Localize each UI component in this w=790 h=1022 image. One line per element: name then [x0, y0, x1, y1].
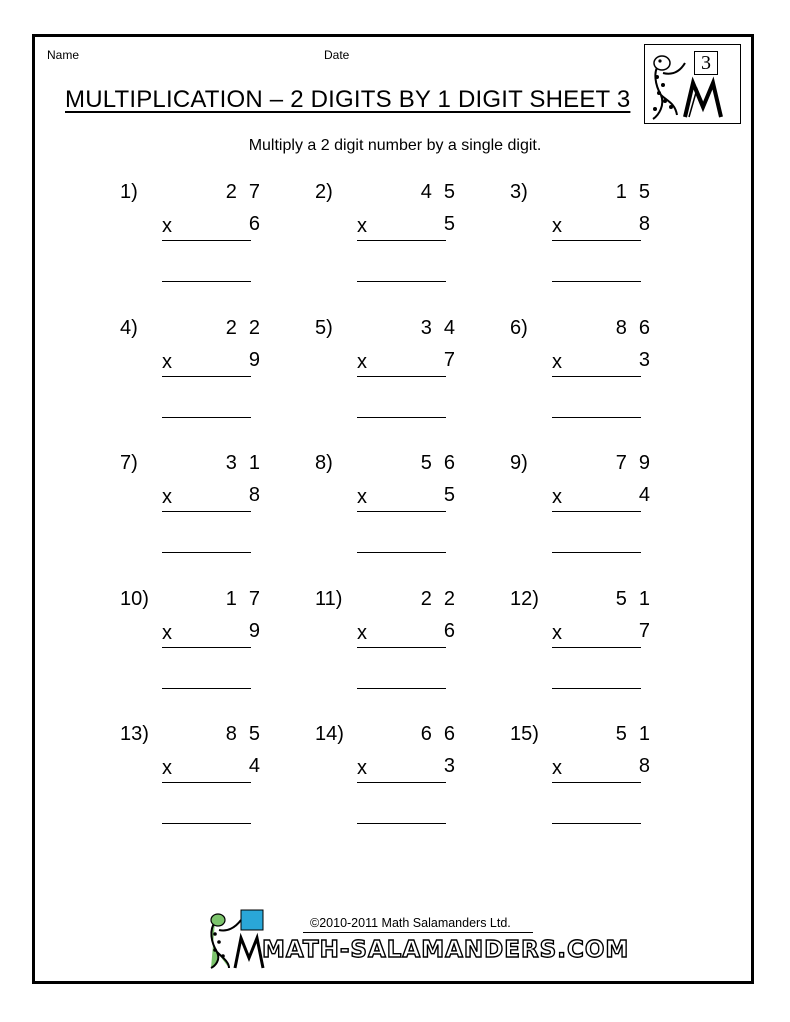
times-sign: x	[162, 486, 172, 508]
problem-number: 15)	[510, 723, 539, 745]
multiplier: 7	[638, 620, 650, 642]
date-label: Date	[324, 48, 350, 62]
times-sign: x	[552, 215, 562, 237]
problem-bar	[162, 782, 251, 783]
multiplicand: 51	[615, 588, 662, 610]
multiplier: 3	[443, 755, 455, 777]
multiplicand: 22	[225, 317, 272, 339]
multiplicand: 86	[615, 317, 662, 339]
problem-5	[315, 317, 475, 417]
multiplier: 6	[248, 213, 260, 235]
salamander-logo	[644, 44, 741, 124]
multiplier: 9	[248, 620, 260, 642]
problem-number: 14)	[315, 723, 344, 745]
multiplicand: 31	[225, 452, 272, 474]
problem-3	[510, 181, 670, 281]
answer-line[interactable]	[162, 281, 251, 282]
problem-number: 11)	[315, 588, 343, 610]
problem-15	[510, 723, 670, 823]
footer-divider	[303, 932, 533, 933]
problem-number: 7)	[120, 452, 138, 474]
problem-bar	[162, 240, 251, 241]
answer-line[interactable]	[357, 281, 446, 282]
problem-number: 2)	[315, 181, 333, 203]
problem-bar	[552, 782, 641, 783]
answer-line[interactable]	[162, 417, 251, 418]
problem-number: 10)	[120, 588, 149, 610]
problem-2	[315, 181, 475, 281]
problem-number: 6)	[510, 317, 528, 339]
times-sign: x	[357, 757, 367, 779]
problem-bar	[357, 240, 446, 241]
problem-bar	[552, 240, 641, 241]
times-sign: x	[162, 351, 172, 373]
multiplicand: 51	[615, 723, 662, 745]
problem-bar	[357, 647, 446, 648]
times-sign: x	[357, 486, 367, 508]
times-sign: x	[162, 622, 172, 644]
multiplier: 8	[638, 755, 650, 777]
multiplicand: 79	[615, 452, 662, 474]
multiplier: 4	[248, 755, 260, 777]
answer-line[interactable]	[357, 417, 446, 418]
times-sign: x	[357, 215, 367, 237]
times-sign: x	[552, 757, 562, 779]
times-sign: x	[357, 351, 367, 373]
problem-number: 8)	[315, 452, 333, 474]
grade-number: 3	[694, 51, 718, 75]
problem-number: 13)	[120, 723, 149, 745]
multiplier: 5	[443, 484, 455, 506]
answer-line[interactable]	[162, 688, 251, 689]
answer-line[interactable]	[357, 552, 446, 553]
multiplier: 4	[638, 484, 650, 506]
problem-14	[315, 723, 475, 823]
answer-line[interactable]	[552, 281, 641, 282]
multiplicand: 34	[420, 317, 467, 339]
copyright-text: ©2010-2011 Math Salamanders Ltd.	[310, 916, 511, 930]
problem-12	[510, 588, 670, 688]
problem-10	[120, 588, 280, 688]
problem-bar	[357, 782, 446, 783]
multiplier: 8	[638, 213, 650, 235]
problem-13	[120, 723, 280, 823]
multiplicand: 22	[420, 588, 467, 610]
problem-number: 12)	[510, 588, 539, 610]
multiplicand: 45	[420, 181, 467, 203]
problem-bar	[162, 647, 251, 648]
problem-bar	[162, 376, 251, 377]
multiplicand: 15	[615, 181, 662, 203]
multiplicand: 66	[420, 723, 467, 745]
instructions-text: Multiply a 2 digit number by a single digit.	[248, 137, 542, 154]
times-sign: x	[552, 486, 562, 508]
answer-line[interactable]	[552, 552, 641, 553]
problem-number: 1)	[120, 181, 138, 203]
times-sign: x	[162, 215, 172, 237]
problem-9	[510, 452, 670, 552]
times-sign: x	[357, 622, 367, 644]
answer-line[interactable]	[357, 688, 446, 689]
problem-number: 5)	[315, 317, 333, 339]
multiplier: 3	[638, 349, 650, 371]
instructions	[0, 137, 790, 155]
problem-6	[510, 317, 670, 417]
problem-1	[120, 181, 280, 281]
problem-number: 3)	[510, 181, 528, 203]
multiplier: 5	[443, 213, 455, 235]
times-sign: x	[552, 351, 562, 373]
times-sign: x	[162, 757, 172, 779]
answer-line[interactable]	[552, 417, 641, 418]
answer-line[interactable]	[552, 688, 641, 689]
worksheet-title: MULTIPLICATION – 2 DIGITS BY 1 DIGIT SHEET 3	[65, 86, 631, 113]
multiplicand: 27	[225, 181, 272, 203]
problem-11	[315, 588, 475, 688]
answer-line[interactable]	[552, 823, 641, 824]
multiplicand: 17	[225, 588, 272, 610]
answer-line[interactable]	[162, 823, 251, 824]
answer-line[interactable]	[357, 823, 446, 824]
problem-bar	[552, 376, 641, 377]
multiplier: 9	[248, 349, 260, 371]
problem-bar	[552, 511, 641, 512]
multiplicand: 85	[225, 723, 272, 745]
problem-8	[315, 452, 475, 552]
problem-number: 4)	[120, 317, 138, 339]
problem-bar	[552, 647, 641, 648]
multiplier: 7	[443, 349, 455, 371]
multiplicand: 56	[420, 452, 467, 474]
name-label: Name	[47, 48, 80, 62]
answer-line[interactable]	[162, 552, 251, 553]
problem-number: 9)	[510, 452, 528, 474]
problem-bar	[357, 376, 446, 377]
multiplier: 8	[248, 484, 260, 506]
problem-bar	[357, 511, 446, 512]
times-sign: x	[552, 622, 562, 644]
problem-4	[120, 317, 280, 417]
problem-7	[120, 452, 280, 552]
problem-bar	[162, 511, 251, 512]
site-name: MATH-SALAMANDERS.COM	[262, 937, 630, 963]
multiplier: 6	[443, 620, 455, 642]
